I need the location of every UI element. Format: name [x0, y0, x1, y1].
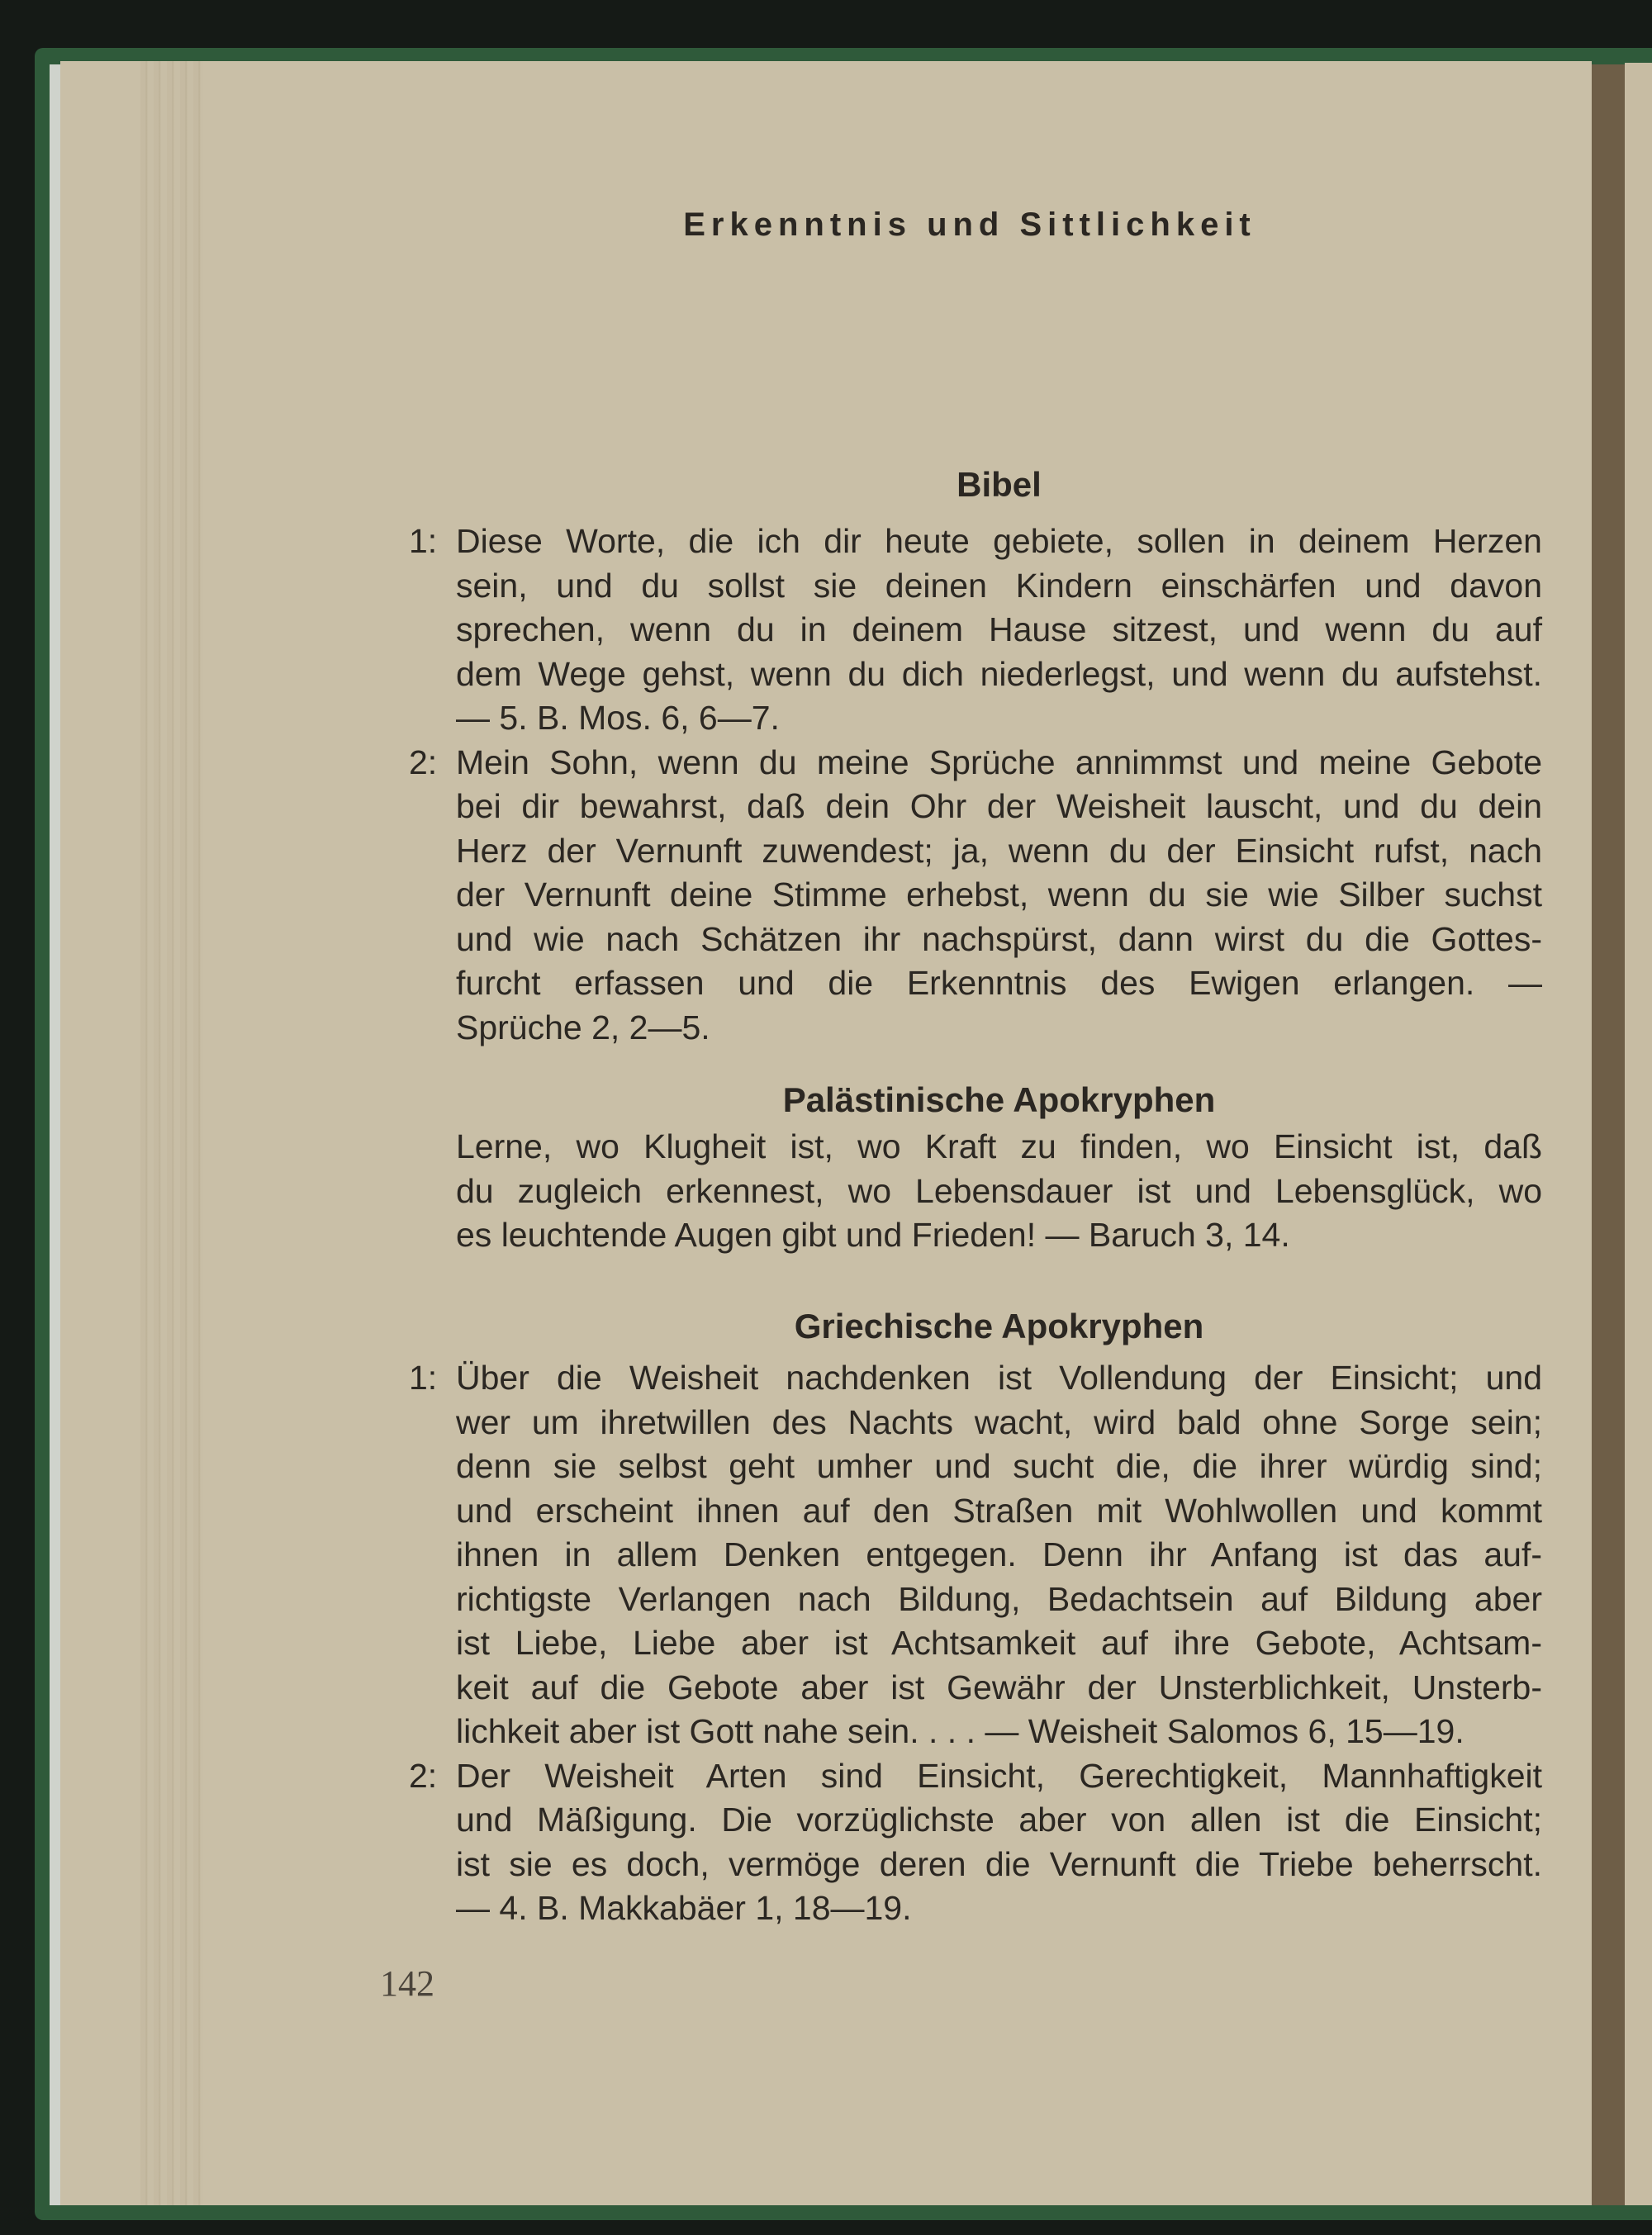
text-line: wer um ihretwillen des Nachts wacht, wird bald ohne Sorge sein; [456, 1402, 1542, 1441]
verse-item [409, 741, 1542, 1051]
text-line: und Mäßigung. Die vorzüglichste aber von allen ist die Einsicht; [456, 1801, 1542, 1839]
text-line: — 4. B. Makkabäer 1, 18—19. [456, 1889, 912, 1927]
text-line: denn sie selbst geht umher und sucht die, die ihrer würdig sind; [456, 1447, 1542, 1485]
text-line: Der Weisheit Arten sind Einsicht, Gerechtigkeit, Mannhaftigkeit [456, 1756, 1542, 1795]
text-line: keit auf die Gebote aber ist Gewähr der Unsterblichkeit, Unsterb- [456, 1668, 1542, 1706]
section-body-bibel [409, 520, 1542, 1050]
running-title: Erkenntnis und Sittlichkeit [683, 206, 1256, 243]
text-line: und wie nach Schätzen ihr nachspürst, dann wirst du die Gottes- [456, 919, 1542, 958]
page-stack-edges [140, 61, 203, 2205]
book-gutter [1592, 64, 1625, 2205]
section-heading-bibel: Bibel [957, 465, 1042, 504]
text-line: furcht erfassen und die Erkenntnis des Ewigen erlangen. — [456, 964, 1542, 1002]
section-heading-palaestinische-apokryphen: Palästinische Apokryphen [782, 1080, 1216, 1119]
text-line: richtigste Verlangen nach Bildung, Bedachtsein auf Bildung aber [456, 1579, 1542, 1618]
text-line: ist sie es doch, vermöge deren die Vernunft die Triebe beherrscht. [456, 1844, 1542, 1883]
text-line: Über die Weisheit nachdenken ist Vollendung der Einsicht; und [456, 1359, 1542, 1397]
verse-item [409, 1125, 1542, 1258]
verse-item [409, 1754, 1542, 1931]
text-line: ist Liebe, Liebe aber ist Achtsamkeit auf ihre Gebote, Achtsam- [456, 1624, 1542, 1662]
text-line: sein, und du sollst sie deinen Kindern einschärfen und davon [456, 566, 1542, 605]
verse-number: 1: [409, 522, 438, 560]
section-body-griechische-apokryphen [409, 1356, 1542, 1931]
verse-number: 1: [409, 1359, 438, 1397]
text-line: der Vernunft deine Stimme erhebst, wenn du sie wie Silber suchst [456, 875, 1542, 913]
text-line: Mein Sohn, wenn du meine Sprüche annimmst und meine Gebote [456, 743, 1542, 781]
text-line: es leuchtende Augen gibt und Frieden! — Baruch 3, 14. [456, 1216, 1290, 1254]
text-line: ihnen in allem Denken entgegen. Denn ihr Anfang ist das auf- [456, 1535, 1542, 1573]
section-body-palaestinische-apokryphen [409, 1125, 1542, 1258]
verse-number: 2: [409, 1756, 438, 1795]
page-number: 142 [380, 1963, 434, 2004]
text-line: Diese Worte, die ich dir heute gebiete, sollen in deinem Herzen [456, 522, 1542, 560]
text-line: lichkeit aber ist Gott nahe sein. . . . — Weisheit Salomos 6, 15—19. [456, 1712, 1464, 1750]
verse-item [409, 520, 1542, 741]
text-line: — 5. B. Mos. 6, 6—7. [456, 699, 780, 737]
text-line: Sprüche 2, 2—5. [456, 1008, 710, 1046]
text-line: bei dir bewahrst, daß dein Ohr der Weisheit lauscht, und du dein [456, 787, 1542, 825]
verse-item [409, 1356, 1542, 1754]
verse-number: 2: [409, 743, 438, 781]
text-line: Lerne, wo Klugheit ist, wo Kraft zu finden, wo Einsicht ist, daß [456, 1127, 1542, 1165]
cover-edge [50, 64, 61, 2205]
text-line: und erscheint ihnen auf den Straßen mit Wohlwollen und kommt [456, 1491, 1542, 1530]
text-line: Herz der Vernunft zuwendest; ja, wenn du der Einsicht rufst, nach [456, 831, 1542, 870]
section-heading-griechische-apokryphen: Griechische Apokryphen [794, 1307, 1204, 1345]
text-line: sprechen, wenn du in deinem Hause sitzest, und wenn du auf [456, 610, 1542, 648]
text-line: du zugleich erkennest, wo Lebensdauer ist und Lebensglück, wo [456, 1171, 1542, 1210]
text-line: dem Wege gehst, wenn du dich niederlegst, und wenn du aufstehst. [456, 654, 1542, 693]
facing-page-edge [1625, 63, 1652, 2205]
